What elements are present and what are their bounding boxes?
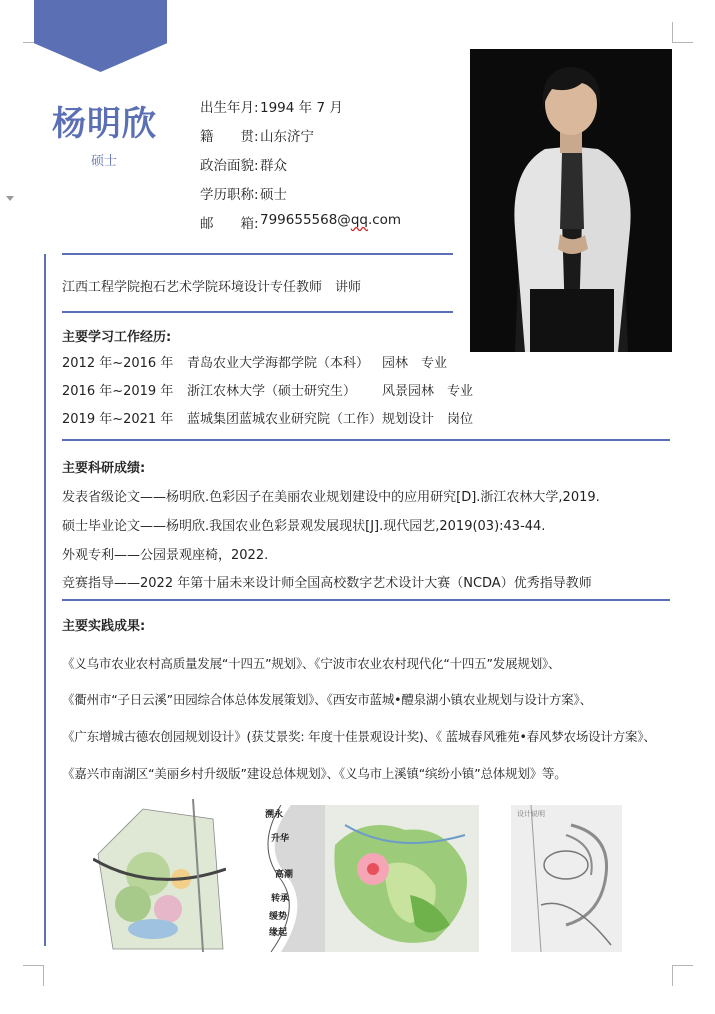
research-item: 竞赛指导——2022 年第十届未来设计师全国高校数字艺术设计大赛（NCDA）优秀指导教师 xyxy=(62,576,592,591)
education-field: 园林 专业 xyxy=(382,356,448,371)
education-row xyxy=(62,380,473,408)
info-label: 出生年月: xyxy=(200,100,259,116)
divider xyxy=(62,439,670,441)
info-label: 籍 贯: xyxy=(200,129,259,145)
portrait-illustration xyxy=(470,49,672,352)
practice-item: 《义乌市农业农村高质量发展“十四五”规划》、《宁波市农业农村现代化“十四五”发展规划》、 xyxy=(62,656,561,671)
info-value: 硕士 xyxy=(260,187,287,203)
timeline-label: 转承 xyxy=(271,894,290,904)
info-row-birth xyxy=(200,96,401,125)
timeline-thumbnail xyxy=(251,805,325,952)
education-period: 2016 年~2019 年 xyxy=(62,384,174,399)
timeline-label: 升华 xyxy=(271,834,290,844)
current-position: 江西工程学院抱石艺术学院环境设计专任教师 讲师 xyxy=(62,280,362,295)
regional-map-thumbnail xyxy=(325,805,479,952)
personal-info xyxy=(200,96,401,241)
design-sketch-thumbnail xyxy=(511,805,622,952)
research-item: 硕士毕业论文——杨明欣.我国农业色彩景观发展现状[J].现代园艺,2019(03):43-44. xyxy=(62,519,546,534)
masterplan-thumbnail xyxy=(93,799,226,952)
info-label: 政治面貌: xyxy=(200,158,259,174)
education-section-title: 主要学习工作经历: xyxy=(62,330,172,345)
education-field: 规划设计 岗位 xyxy=(382,412,474,427)
education-period: 2012 年~2016 年 xyxy=(62,356,174,371)
education-org: 蓝城集团蓝城农业研究院（工作） xyxy=(187,412,383,427)
education-org: 青岛农业大学海都学院（本科） xyxy=(187,356,370,371)
info-value: 群众 xyxy=(260,158,287,174)
info-row-political xyxy=(200,154,401,183)
email-part: .com xyxy=(367,212,402,228)
header-bookmark-ribbon xyxy=(34,0,167,72)
margin-caret-icon xyxy=(6,196,14,201)
left-accent-bar xyxy=(44,254,46,946)
divider xyxy=(62,253,453,255)
education-list xyxy=(62,352,473,436)
research-item: 发表省级论文——杨明欣.色彩因子在美丽农业规划建设中的应用研究[D].浙江农林大学,2019. xyxy=(62,490,600,505)
timeline-label: 缘起 xyxy=(269,928,288,938)
info-label: 邮 箱: xyxy=(200,216,259,232)
person-name: 杨明欣 xyxy=(52,104,157,144)
timeline-label: 缓势 xyxy=(269,912,288,922)
timeline-label: 高潮 xyxy=(275,870,294,880)
crop-mark-top-right xyxy=(672,22,693,43)
email-part: 799655568@ xyxy=(260,212,351,228)
info-label: 学历职称: xyxy=(200,187,259,203)
practice-item: 《衢州市“子日云溪”田园综合体总体发展策划》、《西安市蓝城•醴泉湖小镇农业规划与设计方案》、 xyxy=(62,692,592,707)
crop-mark-bottom-left xyxy=(23,965,44,986)
email-spellcheck-part: qq xyxy=(350,212,368,228)
timeline-label: 溯永 xyxy=(265,810,284,820)
regional-map-drawing xyxy=(325,805,479,952)
info-value: 山东济宁 xyxy=(260,129,314,145)
info-value: 1994 年 7 月 xyxy=(260,100,343,116)
practice-section-title: 主要实践成果: xyxy=(62,619,146,634)
info-row-email xyxy=(200,212,401,241)
design-sketch-drawing xyxy=(511,805,622,952)
design-sketch-label: 设计说明 xyxy=(517,810,545,818)
divider xyxy=(62,311,453,313)
portrait-photo xyxy=(470,49,672,352)
info-row-title xyxy=(200,183,401,212)
practice-item: 《广东增城古德农创园规划设计》(获艾景奖: 年度十佳景观设计奖)、《 蓝城春风雅苑•春风梦农场设计方案》、 xyxy=(62,729,656,744)
degree-label: 硕士 xyxy=(91,154,118,169)
practice-item: 《嘉兴市南湖区“美丽乡村升级版”建设总体规划》、《义乌市上溪镇“缤纷小镇”总体规划》等。 xyxy=(62,766,567,781)
info-row-hometown xyxy=(200,125,401,154)
research-section-title: 主要科研成绩: xyxy=(62,461,146,476)
masterplan-drawing xyxy=(93,799,226,952)
education-row xyxy=(62,352,473,380)
crop-mark-bottom-right xyxy=(672,965,693,986)
divider xyxy=(62,599,670,601)
education-org: 浙江农林大学（硕士研究生） xyxy=(187,384,357,399)
research-item: 外观专利——公园景观座椅，2022. xyxy=(62,548,269,563)
education-row xyxy=(62,408,473,436)
education-period: 2019 年~2021 年 xyxy=(62,412,174,427)
email-value[interactable] xyxy=(260,212,401,241)
education-field: 风景园林 专业 xyxy=(382,384,474,399)
